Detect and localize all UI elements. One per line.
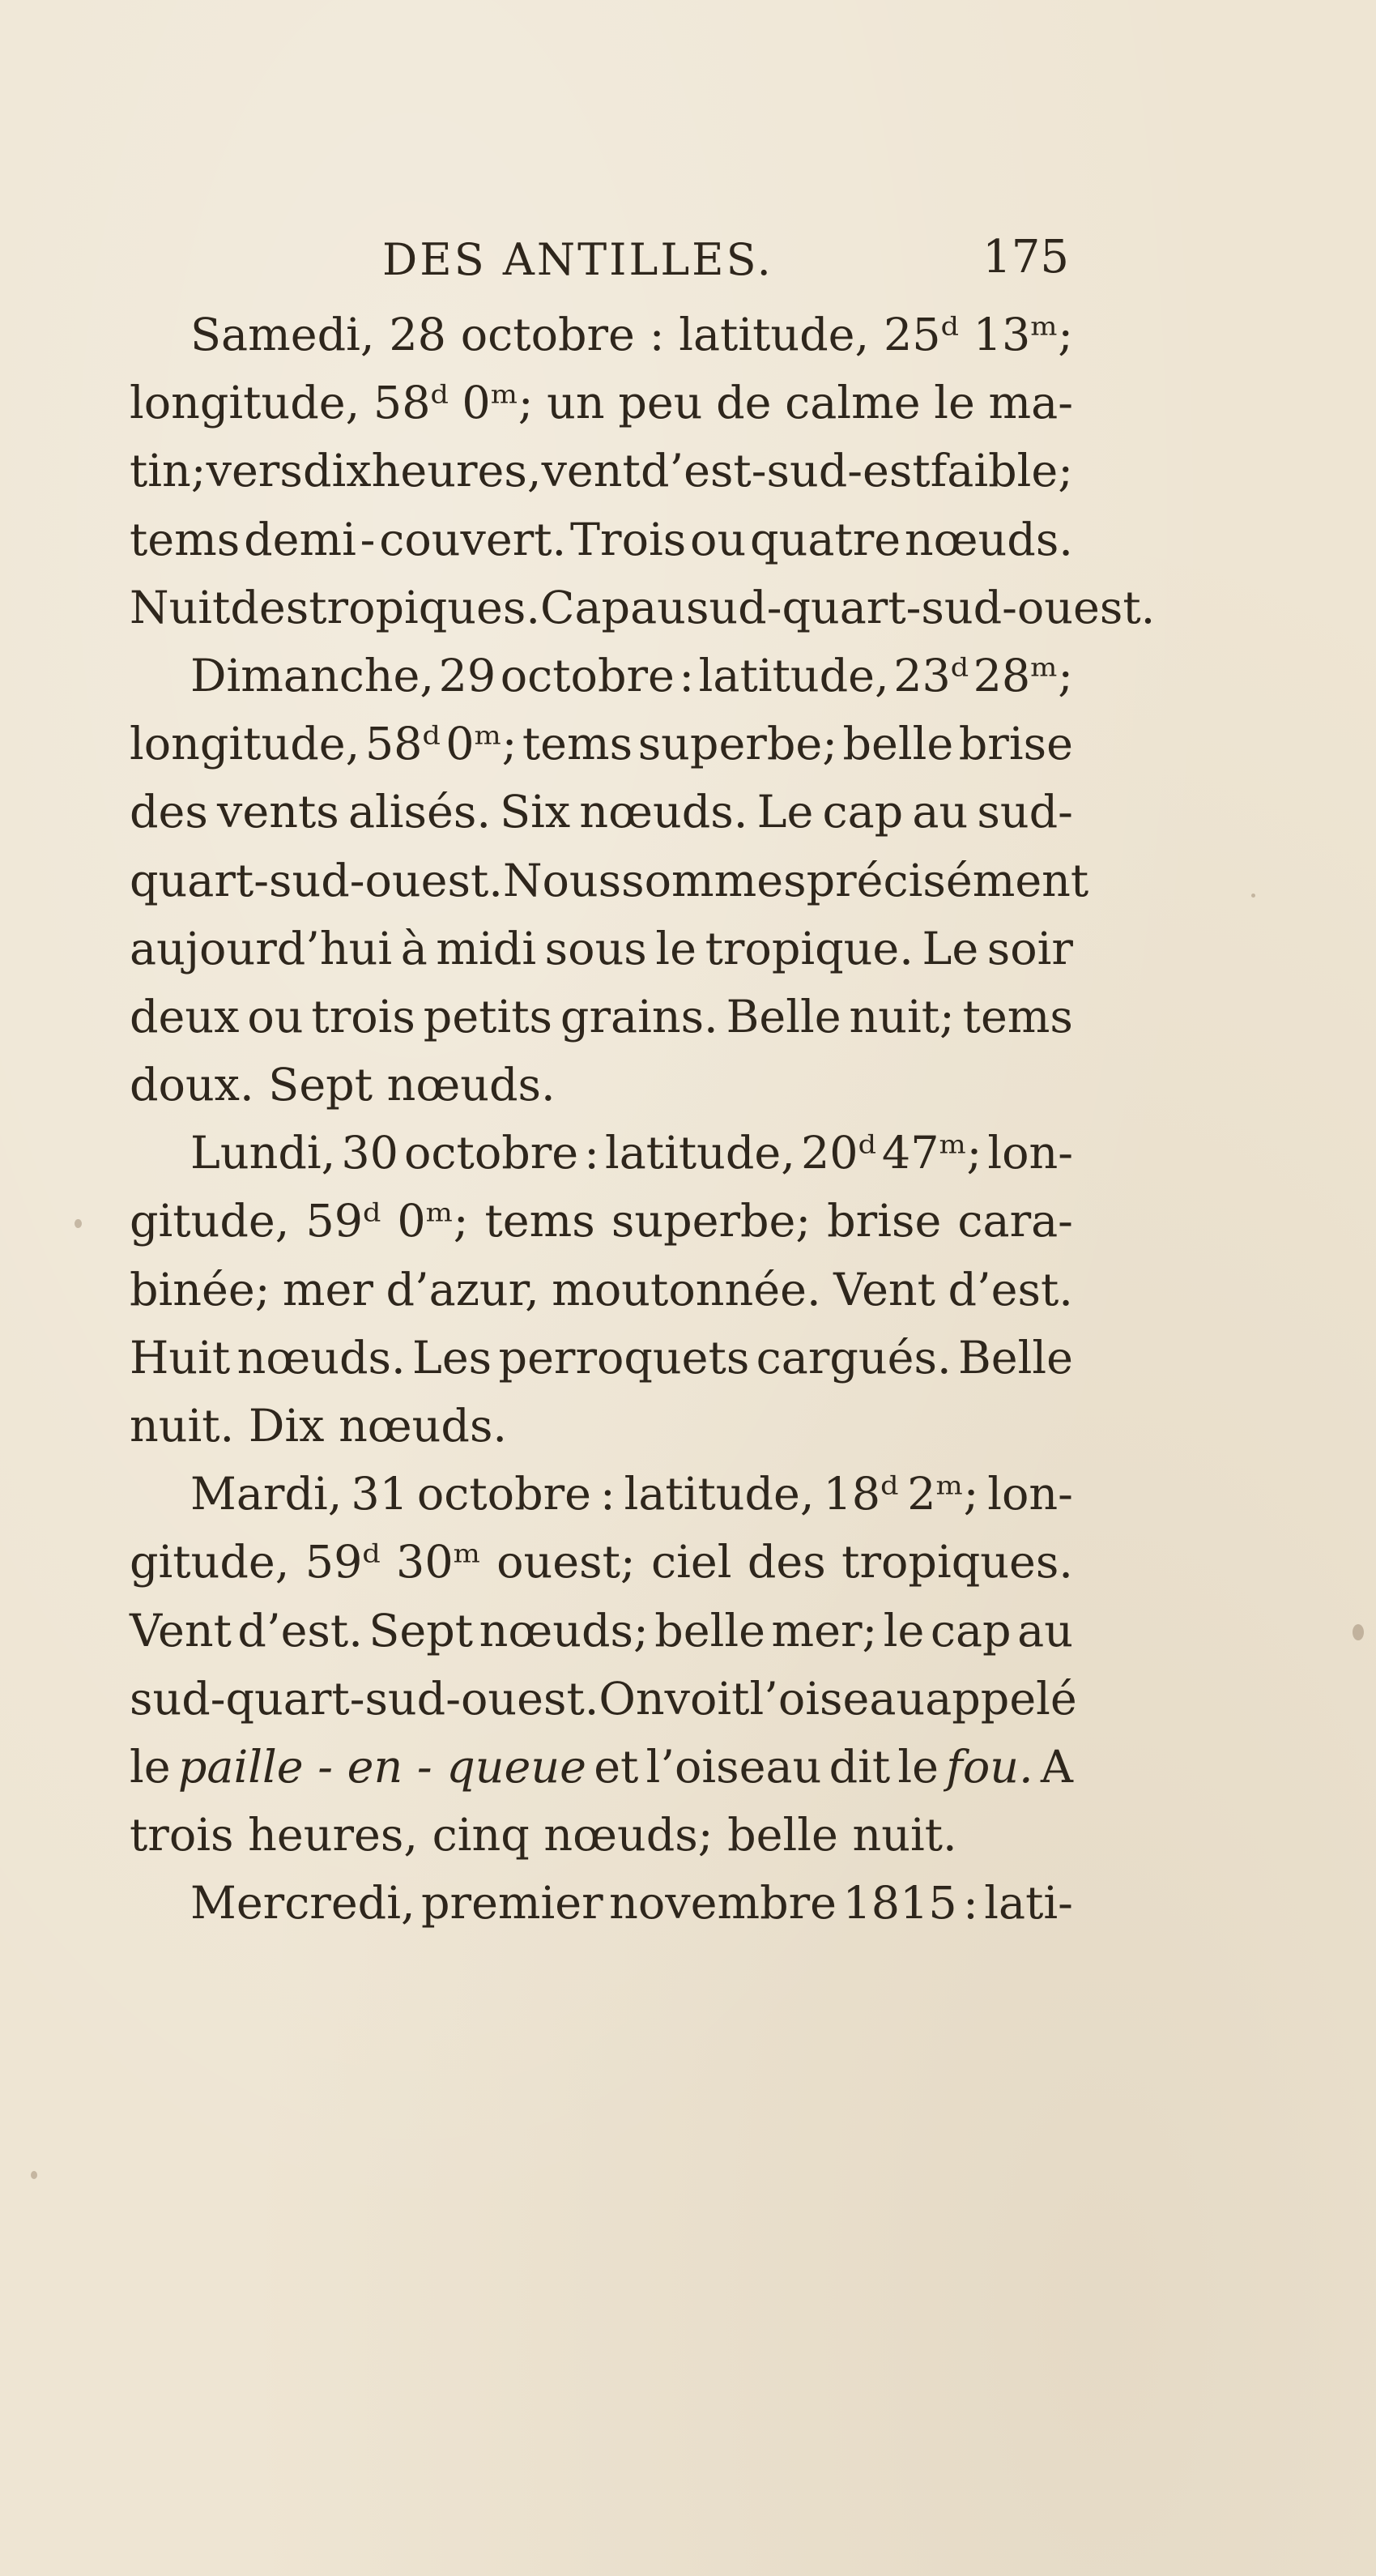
word: 29 [438, 649, 496, 702]
word: 59ᵈ [305, 1195, 381, 1248]
word: cap [822, 786, 904, 839]
word: Mercredi, [190, 1877, 415, 1930]
word: 13ᵐ; [973, 309, 1073, 361]
word: latitude, [604, 1127, 795, 1180]
word: d’est-sud-est [640, 445, 931, 498]
word: le [655, 922, 697, 975]
word: binée; [130, 1263, 271, 1316]
text-line [130, 1461, 1073, 1529]
word: ouest; [496, 1536, 636, 1589]
text-line [130, 574, 1156, 642]
word: 28ᵐ; [973, 649, 1073, 702]
word: Vent [833, 1263, 935, 1316]
word: des [130, 786, 208, 839]
word: 20ᵈ [801, 1127, 876, 1180]
word: moutonnée. [552, 1263, 821, 1316]
text-line [130, 915, 1073, 983]
word: nuit. [130, 1400, 235, 1452]
word: gitude, [130, 1536, 290, 1589]
text-line [130, 1734, 1073, 1802]
word: On [599, 1672, 665, 1725]
word: cara- [957, 1195, 1073, 1248]
word: au [912, 786, 969, 839]
word: quatre [750, 513, 901, 566]
word: longitude, [130, 718, 360, 771]
word: l’oiseau [749, 1672, 926, 1725]
word: Le [922, 922, 979, 975]
word: 31 [351, 1468, 408, 1521]
word: dit [829, 1740, 891, 1793]
text-line [130, 1802, 1073, 1870]
word: ou [690, 513, 747, 566]
word: tems [522, 718, 633, 771]
word: Dimanche, [190, 649, 435, 702]
word: un [547, 377, 605, 430]
word: nœuds. [339, 1400, 508, 1452]
word: - [349, 854, 365, 907]
word: tems [130, 513, 241, 566]
word: 59ᵈ [305, 1536, 381, 1589]
word: ou [247, 990, 304, 1043]
word: belle [654, 1604, 765, 1657]
paper-spot [75, 1219, 82, 1228]
word: 18ᵈ [823, 1468, 899, 1521]
word: nuit; [849, 990, 955, 1043]
word: Trois [570, 513, 687, 566]
word: peu [618, 377, 703, 430]
word: ouest. [364, 854, 503, 907]
word: belle [727, 1809, 838, 1862]
word: Le [756, 786, 814, 839]
word: 23ᵈ [893, 649, 969, 702]
word: midi [436, 922, 537, 975]
body-text [130, 301, 1156, 1938]
text-line [130, 778, 1073, 847]
word: d’azur, [386, 1263, 539, 1316]
word: octobre [404, 1127, 579, 1180]
word: d’est. [948, 1263, 1073, 1316]
text-line [130, 1597, 1073, 1665]
word: Sept [268, 1059, 373, 1112]
word: 0ᵐ; [397, 1195, 469, 1248]
paper-spot [1353, 1624, 1364, 1640]
text-line [130, 369, 1073, 437]
word: voit [664, 1672, 750, 1725]
page-number: 175 [982, 231, 1069, 284]
word: belle [842, 718, 954, 771]
word: Cap [540, 581, 631, 634]
word: sud- [977, 786, 1073, 839]
word: 58ᵈ [364, 718, 441, 771]
word: 0ᵐ; [445, 718, 518, 771]
word: doux. [130, 1059, 254, 1112]
text-line [130, 1256, 1073, 1324]
word: au [1017, 1604, 1073, 1657]
text-line [130, 1120, 1073, 1188]
word: heures, [371, 445, 542, 498]
italic-term: paille - en - queue [177, 1740, 586, 1793]
word: Dix [248, 1400, 325, 1452]
word: trois [130, 1809, 234, 1862]
word: appelé [925, 1672, 1077, 1725]
word: sous [544, 922, 647, 975]
word: de [716, 377, 772, 430]
word: Sept [368, 1604, 474, 1657]
word: tropique. [705, 922, 914, 975]
word: demi [244, 513, 356, 566]
word: le [130, 1740, 171, 1793]
word: brise [827, 1195, 942, 1248]
text-line [130, 437, 1073, 505]
word: nuit. [852, 1809, 957, 1862]
word: 2ᵐ; [907, 1468, 979, 1521]
word: nœuds; [479, 1604, 649, 1657]
word: couvert. [379, 513, 567, 566]
word: cinq [432, 1809, 530, 1862]
word: perroquets [498, 1331, 750, 1384]
text-line [130, 1188, 1073, 1256]
word: nœuds; [543, 1809, 714, 1862]
word: nœuds. [904, 513, 1073, 566]
word: tems [484, 1195, 595, 1248]
word: l’oiseau [645, 1740, 822, 1793]
word: mer [282, 1263, 373, 1316]
word: Les [411, 1331, 492, 1384]
text-line [130, 1324, 1073, 1392]
word: le [897, 1740, 939, 1793]
word: 28 [389, 309, 446, 361]
word: - [360, 513, 376, 566]
word: à [400, 922, 428, 975]
word: Lundi, [190, 1127, 336, 1180]
word: vents [217, 786, 339, 839]
word: quart [130, 854, 254, 907]
word: le [883, 1604, 925, 1657]
word: d’est. [237, 1604, 363, 1657]
word: dix [302, 445, 372, 498]
word: lon- [987, 1468, 1073, 1521]
word: sud [268, 854, 350, 907]
word: ciel [651, 1536, 732, 1589]
text-line [130, 1392, 1073, 1461]
word: deux [130, 990, 240, 1043]
word: cargués. [756, 1331, 952, 1384]
word: novembre [609, 1877, 837, 1930]
text-line [130, 1051, 1073, 1120]
word: Nous [502, 854, 622, 907]
word: : [649, 309, 665, 361]
word: aujourd’hui [130, 922, 393, 975]
word: Belle [726, 990, 841, 1043]
word: vent [541, 445, 641, 498]
word: Huit [130, 1331, 231, 1384]
word: superbe; [611, 1195, 812, 1248]
word: calme [785, 377, 921, 430]
word: : [599, 1468, 616, 1521]
word: Belle [958, 1331, 1073, 1384]
word: sommes [621, 854, 807, 907]
word: brise [958, 718, 1073, 771]
word: tems [962, 990, 1073, 1043]
word: précisément [806, 854, 1089, 907]
word: Six [500, 786, 571, 839]
word: 25ᵈ [884, 309, 959, 361]
word: 0ᵐ; [462, 377, 534, 430]
word: des [747, 1536, 826, 1589]
word: 30ᵐ [396, 1536, 481, 1589]
text-line [130, 301, 1073, 369]
text-line [130, 1665, 1077, 1734]
word: 47ᵐ; [881, 1127, 982, 1180]
word: sud-quart-sud-ouest. [130, 1672, 599, 1725]
running-head: DES ANTILLES. [382, 234, 773, 285]
word: vers [206, 445, 303, 498]
word: des [230, 581, 309, 634]
word: grains. [560, 990, 718, 1043]
text-line [130, 1870, 1073, 1938]
word: sud-quart-sud-ouest. [685, 581, 1156, 634]
word: petits [423, 990, 553, 1043]
word: Vent [130, 1604, 232, 1657]
word: 30 [341, 1127, 398, 1180]
word: : [584, 1127, 599, 1180]
word: latitude, [698, 649, 889, 702]
word: le [934, 377, 975, 430]
text-line [130, 847, 1089, 915]
word: tropiques. [309, 581, 540, 634]
word: superbe; [637, 718, 837, 771]
word: tin; [130, 445, 207, 498]
text-line [130, 983, 1073, 1051]
text-line [130, 642, 1073, 710]
word: et [594, 1740, 639, 1793]
word: ma- [988, 377, 1073, 430]
word: trois [311, 990, 415, 1043]
word: Samedi, [190, 309, 375, 361]
word: tropiques. [841, 1536, 1073, 1589]
word: heures, [248, 1809, 418, 1862]
word: 1815 [842, 1877, 957, 1930]
word: lati- [984, 1877, 1073, 1930]
word: octobre [460, 309, 635, 361]
text-line [130, 506, 1073, 574]
word: gitude, [130, 1195, 290, 1248]
word: octobre [500, 649, 675, 702]
paper-spot [31, 2171, 37, 2179]
word: Mardi, [190, 1468, 343, 1521]
word: Nuit [130, 581, 231, 634]
word: soir [986, 922, 1073, 975]
word: premier [421, 1877, 603, 1930]
word: alisés. [347, 786, 491, 839]
word: cap [930, 1604, 1012, 1657]
word: nœuds. [579, 786, 748, 839]
word: : [679, 649, 695, 702]
text-line [130, 710, 1073, 778]
word: latitude, [624, 1468, 815, 1521]
word: au [630, 581, 686, 634]
word: 58ᵈ [373, 377, 449, 430]
word: faible; [930, 445, 1073, 498]
word: - [253, 854, 269, 907]
italic-term: fou. [946, 1740, 1033, 1793]
word: mer; [771, 1604, 878, 1657]
page-header [130, 231, 1069, 296]
word: nœuds. [236, 1331, 406, 1384]
word: lon- [987, 1127, 1073, 1180]
word: A [1040, 1740, 1073, 1793]
word: octobre [416, 1468, 591, 1521]
word: nœuds. [386, 1059, 556, 1112]
word: : [963, 1877, 978, 1930]
word: latitude, [679, 309, 870, 361]
paper-spot [1251, 893, 1255, 898]
word: longitude, [130, 377, 360, 430]
text-line [130, 1529, 1073, 1597]
